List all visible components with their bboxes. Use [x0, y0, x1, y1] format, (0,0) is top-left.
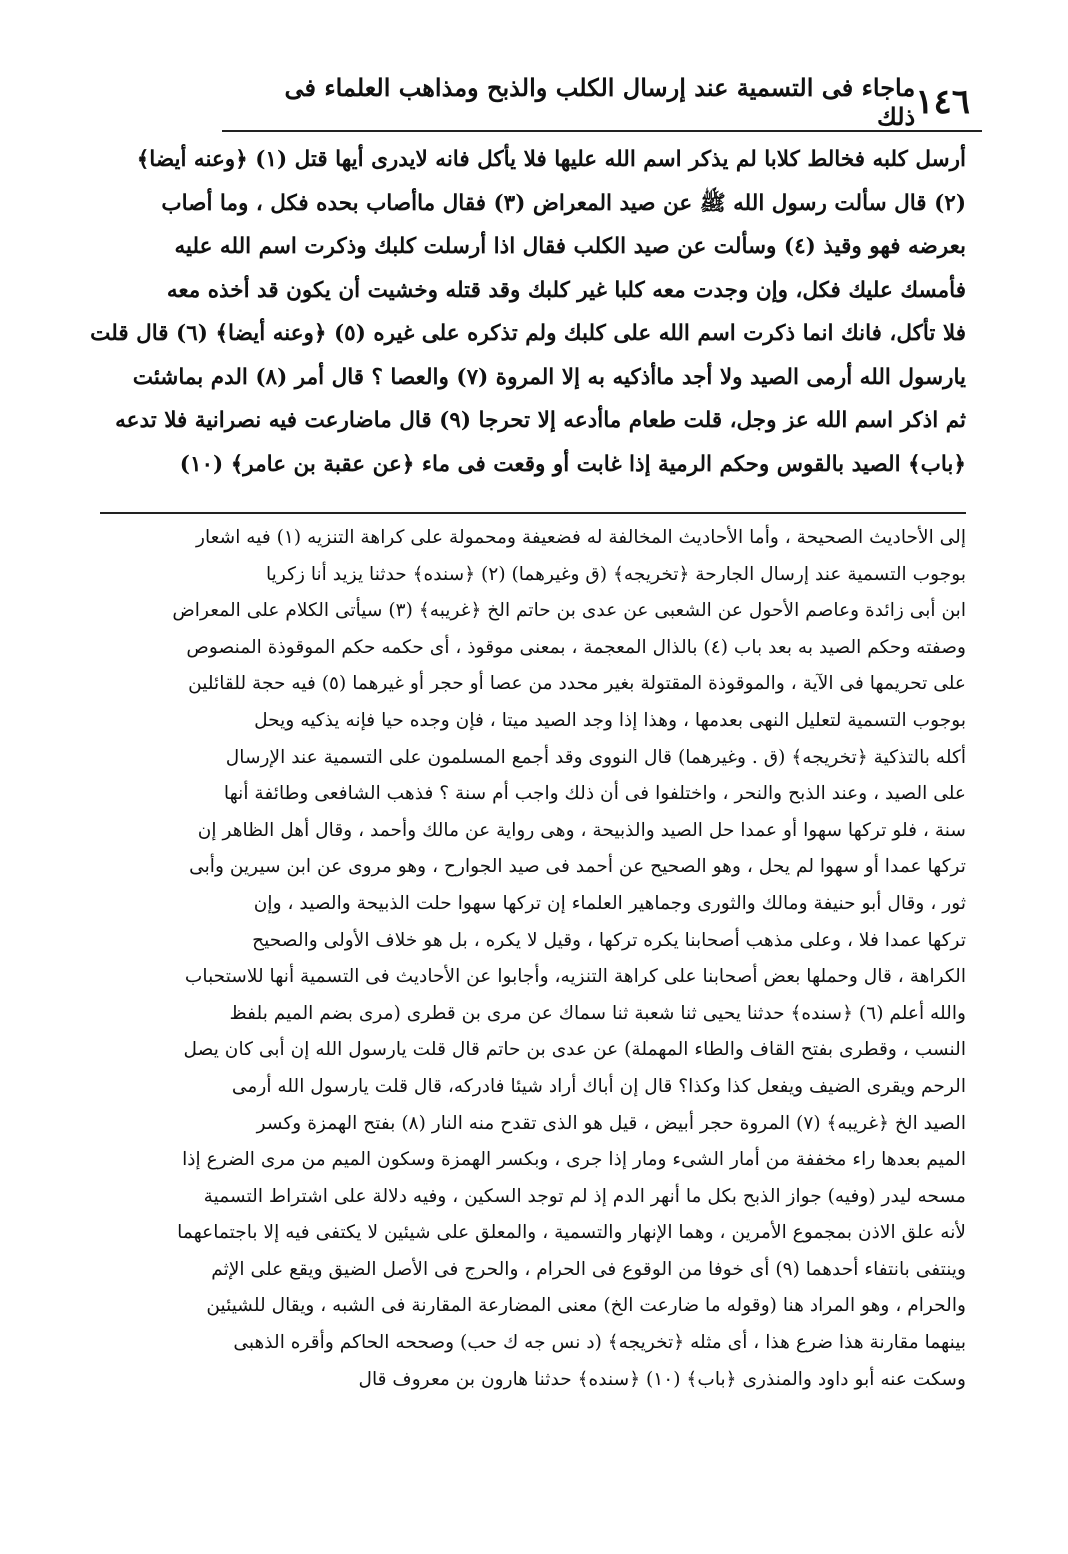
commentary-line: والحرام ، وهو المراد هنا (وقوله ما ضارعت الخ) معنى المضارعة المقارنة فى الشبه ، ويقال للشيئين — [206, 1295, 966, 1317]
commentary-line: الصيد الخ ﴿غريبه﴾ (٧) المروة حجر أبيض ، قيل هو الذى تقدح منه النار (٨) بفتح الهمزة وكسر — [256, 1112, 966, 1134]
commentary-line: ابن أبى زائدة وعاصم الأحول عن الشعبى عن عدى بن حاتم الخ ﴿غريبه﴾ (٣) سيأتى الكلام على المعراض — [172, 600, 966, 622]
commentary-line: ثور ، وقال أبو حنيفة ومالك والثورى وجماهير العلماء إن تركها سهوا حلت الذبيحة والصيد ، وإن — [253, 892, 966, 914]
commentary-line: مسحه ليدر (وفيه) جواز الذبح بكل ما أنهر الدم إذ لم توجد السكين ، وفيه دلالة على اشتراط التسمية — [203, 1185, 966, 1207]
commentary-line: سنة ، فلو تركها سهوا أو عمدا حل الصيد والذبيحة ، وهى رواية عن مالك وأحمد ، وقال أهل الظاهر إن — [197, 819, 966, 841]
main-text-line: فأمسك عليك فكل، وإن وجدت معه كلبا غير كلبك وقد قتله وخشيت أن يكون قد أخذه معه — [166, 277, 966, 303]
main-text-line: (٢) قال سألت رسول الله ﷺ عن صيد المعراض (٣) فقال ماأصاب بحده فكل ، وما أصاب — [161, 190, 966, 216]
chapter-heading-line: ﴿باب﴾ الصيد بالقوس وحكم الرمية إذا غابت أو وقعت فى ماء ﴿عن عقبة بن عامر﴾ (١٠) — [179, 451, 966, 477]
commentary-line: بوجوب التسمية عند إرسال الجارحة ﴿تخريجه﴾ (ق وغيرهما) (٢) ﴿سنده﴾ حدثنا يزيد أنا زكريا — [266, 563, 966, 585]
main-text-line: فلا تأكل، فانك انما ذكرت اسم الله على كلبك ولم تذكره على غيره (٥) ﴿وعنه أيضا﴾ (٦) قال قلت — [90, 321, 966, 346]
main-text-line: أرسل كلبه فخالط كلابا لم يذكر اسم الله عليها فلا يأكل فانه لايدرى أيها قتل (١) ﴿وعنه أيضا﴾ — [136, 147, 966, 172]
commentary-line: الرحم ويقرى الضيف ويفعل كذا وكذا؟ قال إن أباك أراد شيئا فادركه، قال قلت يارسول الله أرمى — [231, 1075, 966, 1097]
commentary-line: تركها عمدا أو سهوا لم يحل ، وهو الصحيح عن أحمد فى صيد الجوارح ، وهو مروى عن ابن سيرين وأبى — [189, 856, 966, 878]
main-text-line: يارسول الله أرمى الصيد ولا أجد ماأذكيه به إلا المروة (٧) والعصا ؟ قال أمر (٨) الدم بماشئت — [132, 364, 966, 390]
main-hadith-text — [90, 138, 966, 486]
running-title: ماجاء فى التسمية عند إرسال الكلب والذبح ومذاهب العلماء فى ذلك — [284, 73, 916, 131]
commentary-line: بوجوب التسمية لتعليل النهى بعدمها ، وهذا إذا وجد الصيد ميتا ، فإن وجده حيا فإنه يذكيه ويحل — [254, 709, 966, 731]
commentary-line: وصفته وحكم الصيد به بعد باب (٤) بالذال المعجمة ، بمعنى موقوذ ، أى حكمه حكم الموقوذة المنصوص — [186, 636, 966, 658]
commentary-line: لأنه علق الاذن بمجموع الأمرين ، وهما الإنهار والتسمية ، والمعلق على شيئين لا يكتفى فيه إلا باجتماعهما — [177, 1222, 966, 1244]
commentary-line: النسب ، وقطرى بفتح القاف والطاء المهملة) عن عدى بن حاتم قال قلت يارسول الله إن أبى كان يصل — [183, 1039, 966, 1061]
commentary-line: الميم بعدها راء مخففة من أمار الشىء ومار إذا جرى ، وبكسر الهمزة وسكون الميم من مرى الضرع إذا — [182, 1149, 966, 1171]
footnote-divider — [100, 512, 966, 514]
commentary-line: أكله بالتذكية ﴿تخريجه﴾ (ق . وغيرهما) قال النووى وقد أجمع المسلمون على التسمية عند الإرسال — [225, 746, 966, 768]
commentary-line: إلى الأحاديث الصحيحة ، وأما الأحاديث المخالفة له فضعيفة ومحمولة على كراهة التنزيه (١) فيه اشعار — [196, 527, 966, 548]
commentary-line: وسكت عنه أبو داود والمنذرى ﴿باب﴾ (١٠) ﴿سنده﴾ حدثنا هارون بن معروف قال — [358, 1368, 966, 1390]
commentary-line: بينهما مقارنة هذا ضرع هذا ، أى مثله ﴿تخريجه﴾ (د نس جه ك حب) وصححه الحاكم وأقره الذهبى — [233, 1332, 966, 1354]
commentary-line: والله أعلم (٦) ﴿سنده﴾ حدثنا يحيى ثنا شعبة ثنا سماك عن مرى بن قطرى (مرى بضم الميم بلفظ — [229, 1002, 966, 1024]
commentary-line: تركها عمدا فلا ، وعلى مذهب أصحابنا يكره تركها ، وقيل لا يكره ، بل هو خلاف الأولى والصحيح — [252, 929, 966, 951]
header-rule — [222, 130, 982, 132]
commentary-footnotes — [100, 520, 966, 1398]
commentary-line: على تحريمها فى الآية ، والموقوذة المقتولة بغير محدد من عصا أو حجر أو غيرهما (٥) فيه حجة للقائلين — [188, 673, 966, 695]
commentary-line: الكراهة ، قال وحملها بعض أصحابنا على كراهة التنزيه، وأجابوا عن الأحاديث فى التسمية أنها للاستحباب — [184, 966, 966, 988]
commentary-line: على الصيد ، وعند الذبح والنحر ، واختلفوا فى أن ذلك واجب أم سنة ؟ فذهب الشافعى وطائفة أنها — [223, 783, 966, 805]
commentary-line: وينتفى بانتفاء أحدهما (٩) أى خوفا من الوقوع فى الحرام ، والحرج فى الأصل الضيق ويقع على الإثم — [211, 1258, 966, 1280]
main-text-line: ثم اذكر اسم الله عز وجل، قلت طعام ماأدعه إلا تحرجا (٩) قال ماضارعت فيه نصرانية فلا تدعه — [115, 408, 966, 433]
main-text-line: بعرضه فهو وقيذ (٤) وسألت عن صيد الكلب فقال اذا أرسلت كلبك وذكرت اسم الله عليه — [174, 234, 966, 259]
page-number: ١٤٦ — [915, 82, 970, 122]
page-header — [240, 73, 970, 131]
